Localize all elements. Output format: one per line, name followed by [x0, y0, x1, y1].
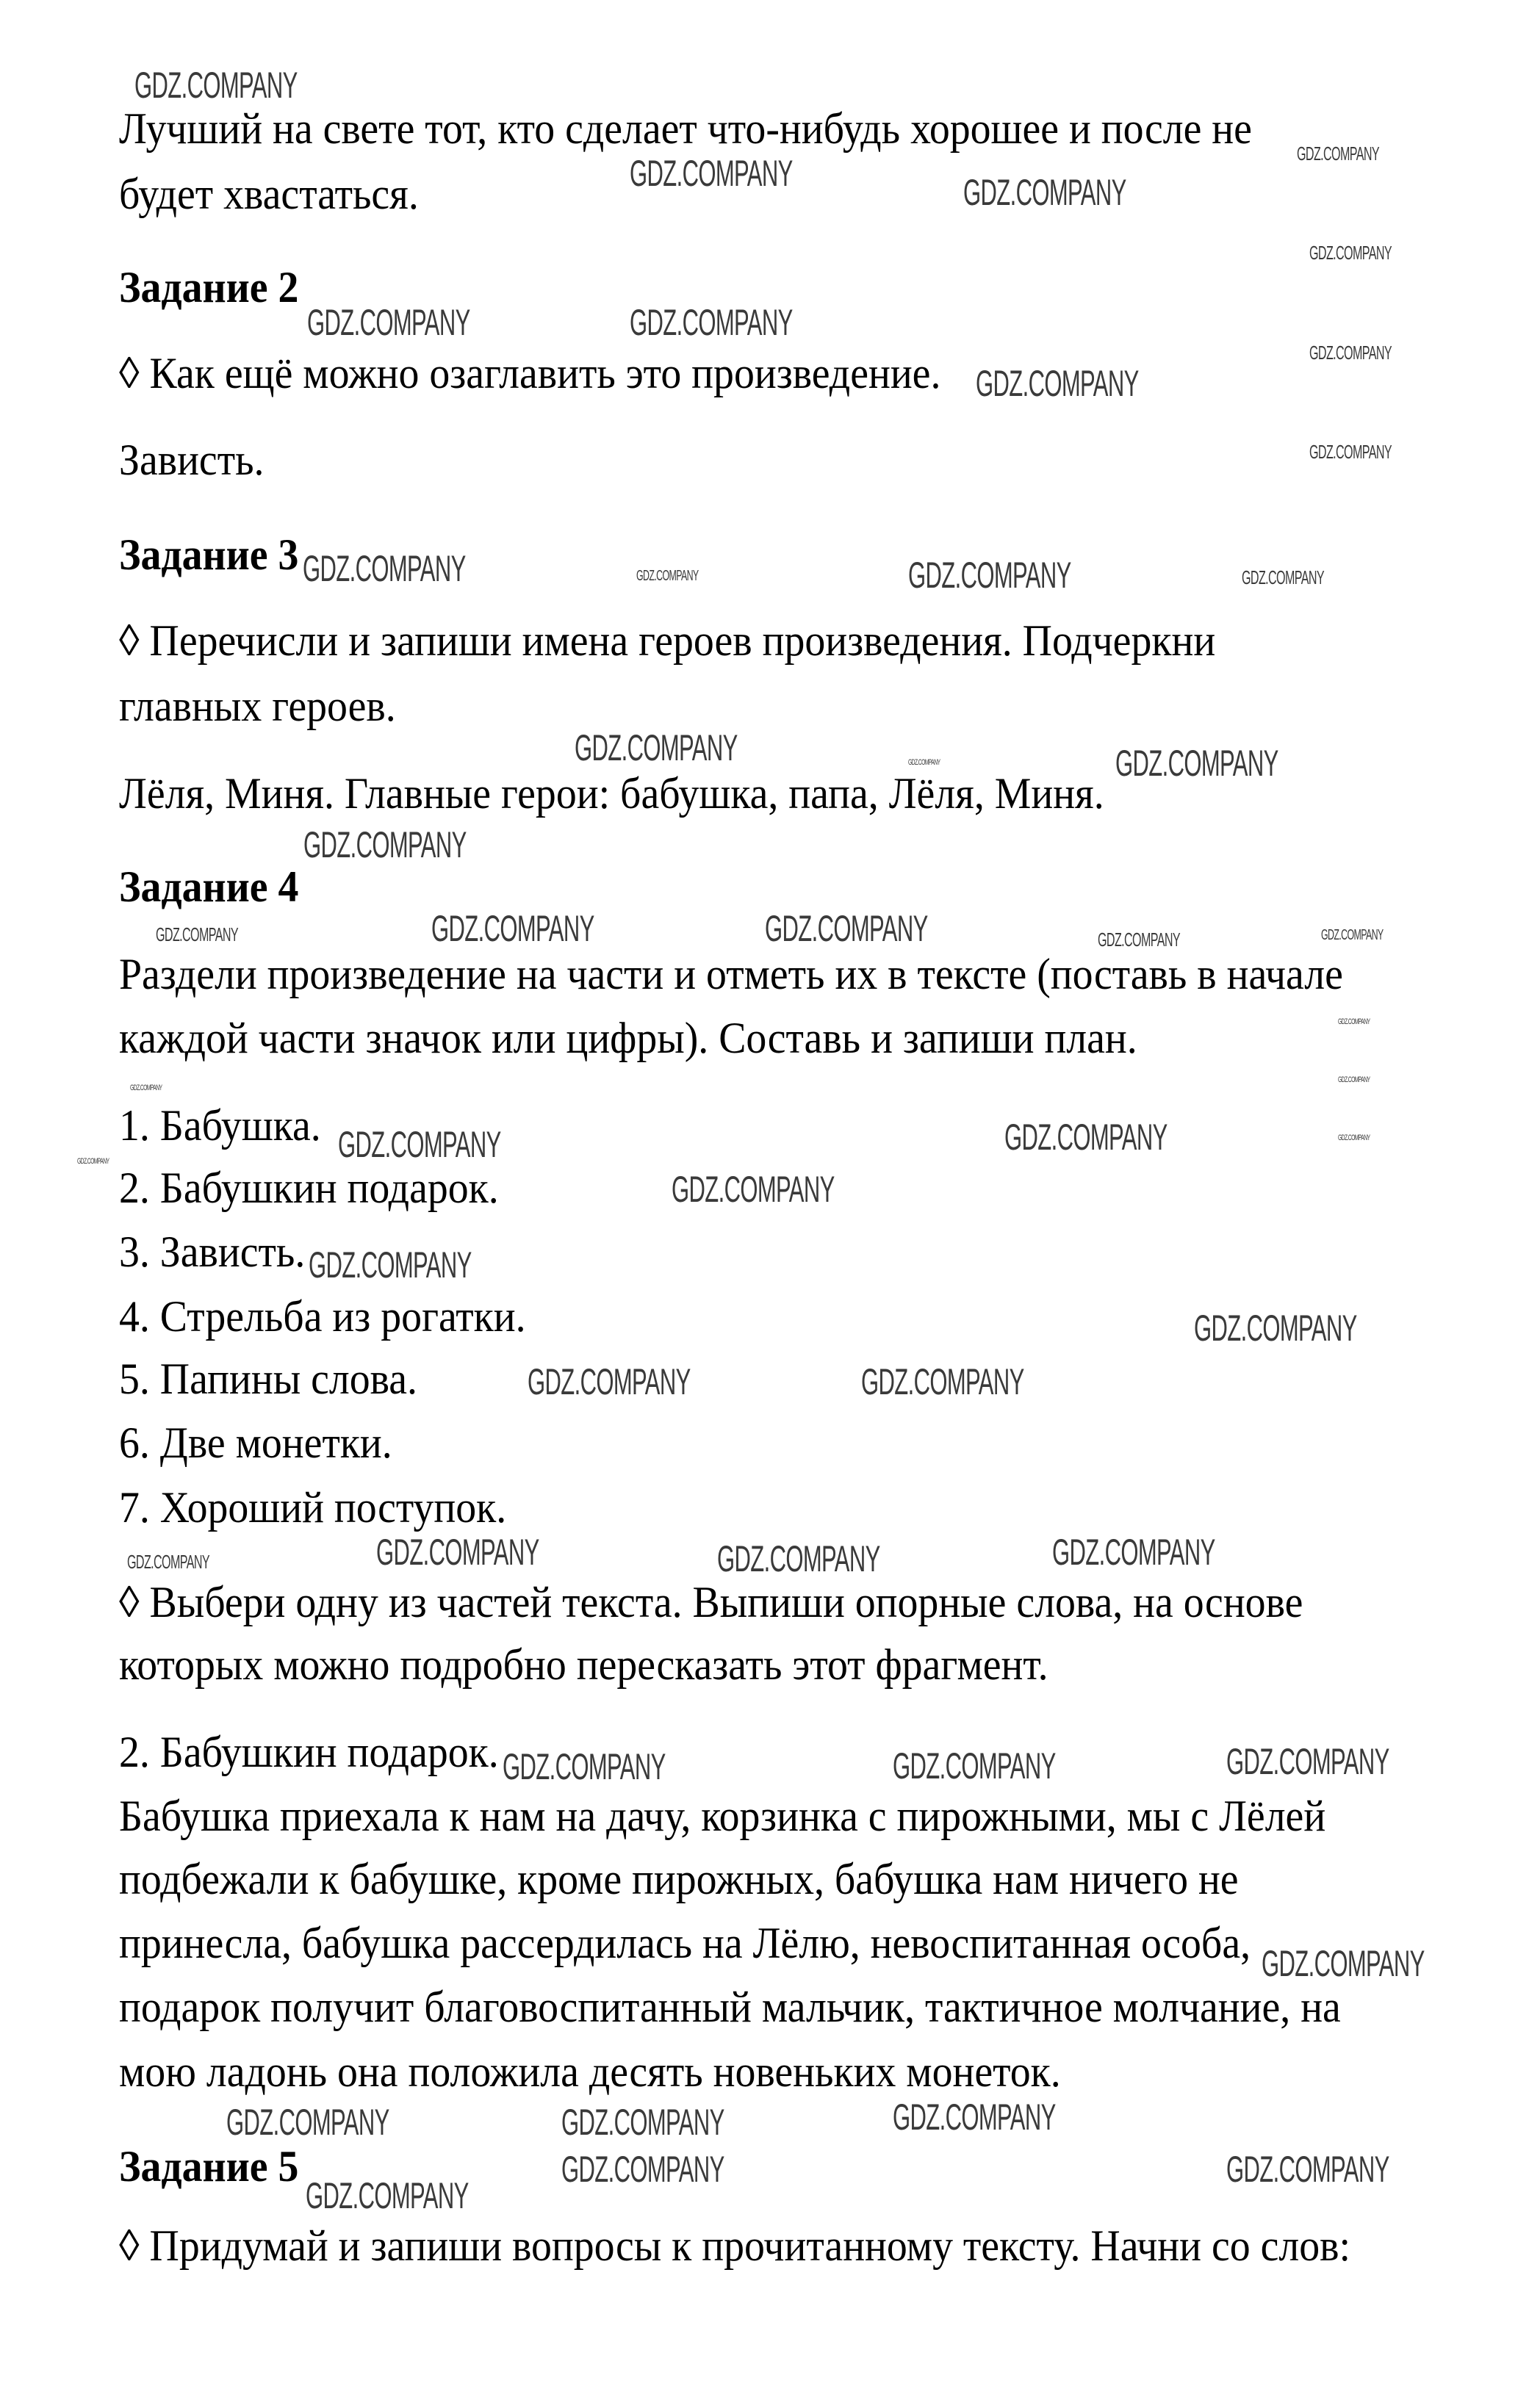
watermark: GDZ.COMPANY — [1242, 566, 1324, 588]
watermark: GDZ.COMPANY — [893, 2096, 1056, 2138]
text-line: Зависть. — [119, 436, 265, 484]
watermark: GDZ.COMPANY — [1297, 142, 1379, 165]
text-line: подарок получит благовоспитанный мальчик, тактичное молчание, на — [119, 1983, 1341, 2031]
watermark: GDZ.COMPANY — [303, 547, 466, 589]
text-line: 1. Бабушка. — [119, 1101, 321, 1150]
text-line: принесла, бабушка рассердилась на Лёлю, невоспитанная особа, — [119, 1919, 1251, 1967]
watermark: GDZ.COMPANY — [561, 2148, 724, 2190]
watermark: GDZ.COMPANY — [130, 1083, 162, 1092]
watermark: GDZ.COMPANY — [309, 1244, 472, 1286]
watermark: GDZ.COMPANY — [717, 1538, 880, 1579]
text-line: 5. Папины слова. — [119, 1355, 418, 1403]
text-line: главных героев. — [119, 682, 396, 730]
watermark: GDZ.COMPANY — [672, 1168, 835, 1210]
watermark: GDZ.COMPANY — [636, 568, 699, 584]
text-line: 4. Стрельба из рогатки. — [119, 1292, 526, 1341]
text-line: Раздели произведение на части и отметь их в тексте (поставь в начале — [119, 950, 1343, 998]
watermark: GDZ.COMPANY — [77, 1156, 109, 1166]
section-heading: Задание 2 — [119, 263, 299, 311]
watermark: GDZ.COMPANY — [1309, 241, 1392, 264]
watermark: GDZ.COMPANY — [1309, 341, 1392, 364]
watermark: GDZ.COMPANY — [134, 64, 298, 106]
watermark: GDZ.COMPANY — [1309, 440, 1392, 463]
watermark: GDZ.COMPANY — [307, 301, 470, 343]
section-heading: Задание 3 — [119, 530, 299, 579]
watermark: GDZ.COMPANY — [376, 1531, 539, 1573]
watermark: GDZ.COMPANY — [1321, 927, 1384, 943]
watermark: GDZ.COMPANY — [127, 1550, 209, 1573]
text-line: ◊ Перечисли и запиши имена героев произведения. Подчеркни — [119, 616, 1216, 665]
text-line: Бабушка приехала к нам на дачу, корзинка с пирожными, мы с Лёлей — [119, 1792, 1326, 1840]
text-line: 2. Бабушкин подарок. — [119, 1164, 499, 1212]
text-line: которых можно подробно пересказать этот фрагмент. — [119, 1640, 1048, 1689]
text-line: 2. Бабушкин подарок. — [119, 1728, 499, 1776]
watermark: GDZ.COMPANY — [226, 2101, 389, 2143]
watermark: GDZ.COMPANY — [1338, 1075, 1370, 1084]
text-line: Лучший на свете тот, кто сделает что-нибудь хорошее и после не — [119, 104, 1252, 153]
watermark: GDZ.COMPANY — [338, 1123, 501, 1165]
text-line: каждой части значок или цифры). Составь и запиши план. — [119, 1014, 1137, 1062]
watermark: GDZ.COMPANY — [303, 823, 467, 865]
text-line: ◊ Как ещё можно озаглавить это произведение. — [119, 349, 941, 397]
text-line: 3. Зависть. — [119, 1228, 306, 1276]
watermark: GDZ.COMPANY — [1338, 1133, 1370, 1142]
text-line: 6. Две монетки. — [119, 1419, 392, 1467]
text-line: Лёля, Миня. Главные герои: бабушка, папа, Лёля, Миня. — [119, 769, 1104, 818]
watermark: GDZ.COMPANY — [1338, 1017, 1370, 1026]
text-line: мою ладонь она положила десять новеньких монеток. — [119, 2047, 1061, 2096]
text-line: ◊ Выбери одну из частей текста. Выпиши опорные слова, на основе — [119, 1578, 1303, 1626]
watermark: GDZ.COMPANY — [1052, 1531, 1215, 1573]
watermark: GDZ.COMPANY — [561, 2101, 724, 2143]
watermark: GDZ.COMPANY — [893, 1745, 1056, 1787]
watermark: GDZ.COMPANY — [976, 362, 1139, 404]
watermark: GDZ.COMPANY — [908, 554, 1071, 596]
watermark: GDZ.COMPANY — [503, 1745, 666, 1787]
section-heading: Задание 4 — [119, 862, 299, 911]
watermark: GDZ.COMPANY — [765, 907, 928, 949]
text-line: подбежали к бабушке, кроме пирожных, бабушка нам ничего не — [119, 1855, 1239, 1903]
watermark: GDZ.COMPANY — [630, 152, 793, 194]
watermark: GDZ.COMPANY — [1194, 1307, 1357, 1349]
text-line: будет хвастаться. — [119, 170, 419, 218]
watermark: GDZ.COMPANY — [1004, 1116, 1168, 1158]
watermark: GDZ.COMPANY — [1262, 1942, 1425, 1984]
watermark: GDZ.COMPANY — [431, 907, 594, 949]
section-heading: Задание 5 — [119, 2142, 299, 2191]
watermark: GDZ.COMPANY — [630, 301, 793, 343]
watermark: GDZ.COMPANY — [963, 171, 1126, 213]
watermark: GDZ.COMPANY — [528, 1360, 691, 1402]
watermark: GDZ.COMPANY — [1226, 2148, 1389, 2190]
watermark: GDZ.COMPANY — [156, 923, 238, 945]
watermark: GDZ.COMPANY — [1115, 742, 1278, 784]
text-line: 7. Хороший поступок. — [119, 1483, 507, 1532]
watermark: GDZ.COMPANY — [908, 757, 940, 767]
watermark: GDZ.COMPANY — [1226, 1740, 1389, 1782]
watermark: GDZ.COMPANY — [1098, 928, 1180, 951]
watermark: GDZ.COMPANY — [306, 2174, 469, 2216]
watermark: GDZ.COMPANY — [861, 1360, 1024, 1402]
watermark: GDZ.COMPANY — [575, 727, 738, 768]
text-line: ◊ Придумай и запиши вопросы к прочитанному тексту. Начни со слов: — [119, 2221, 1350, 2270]
